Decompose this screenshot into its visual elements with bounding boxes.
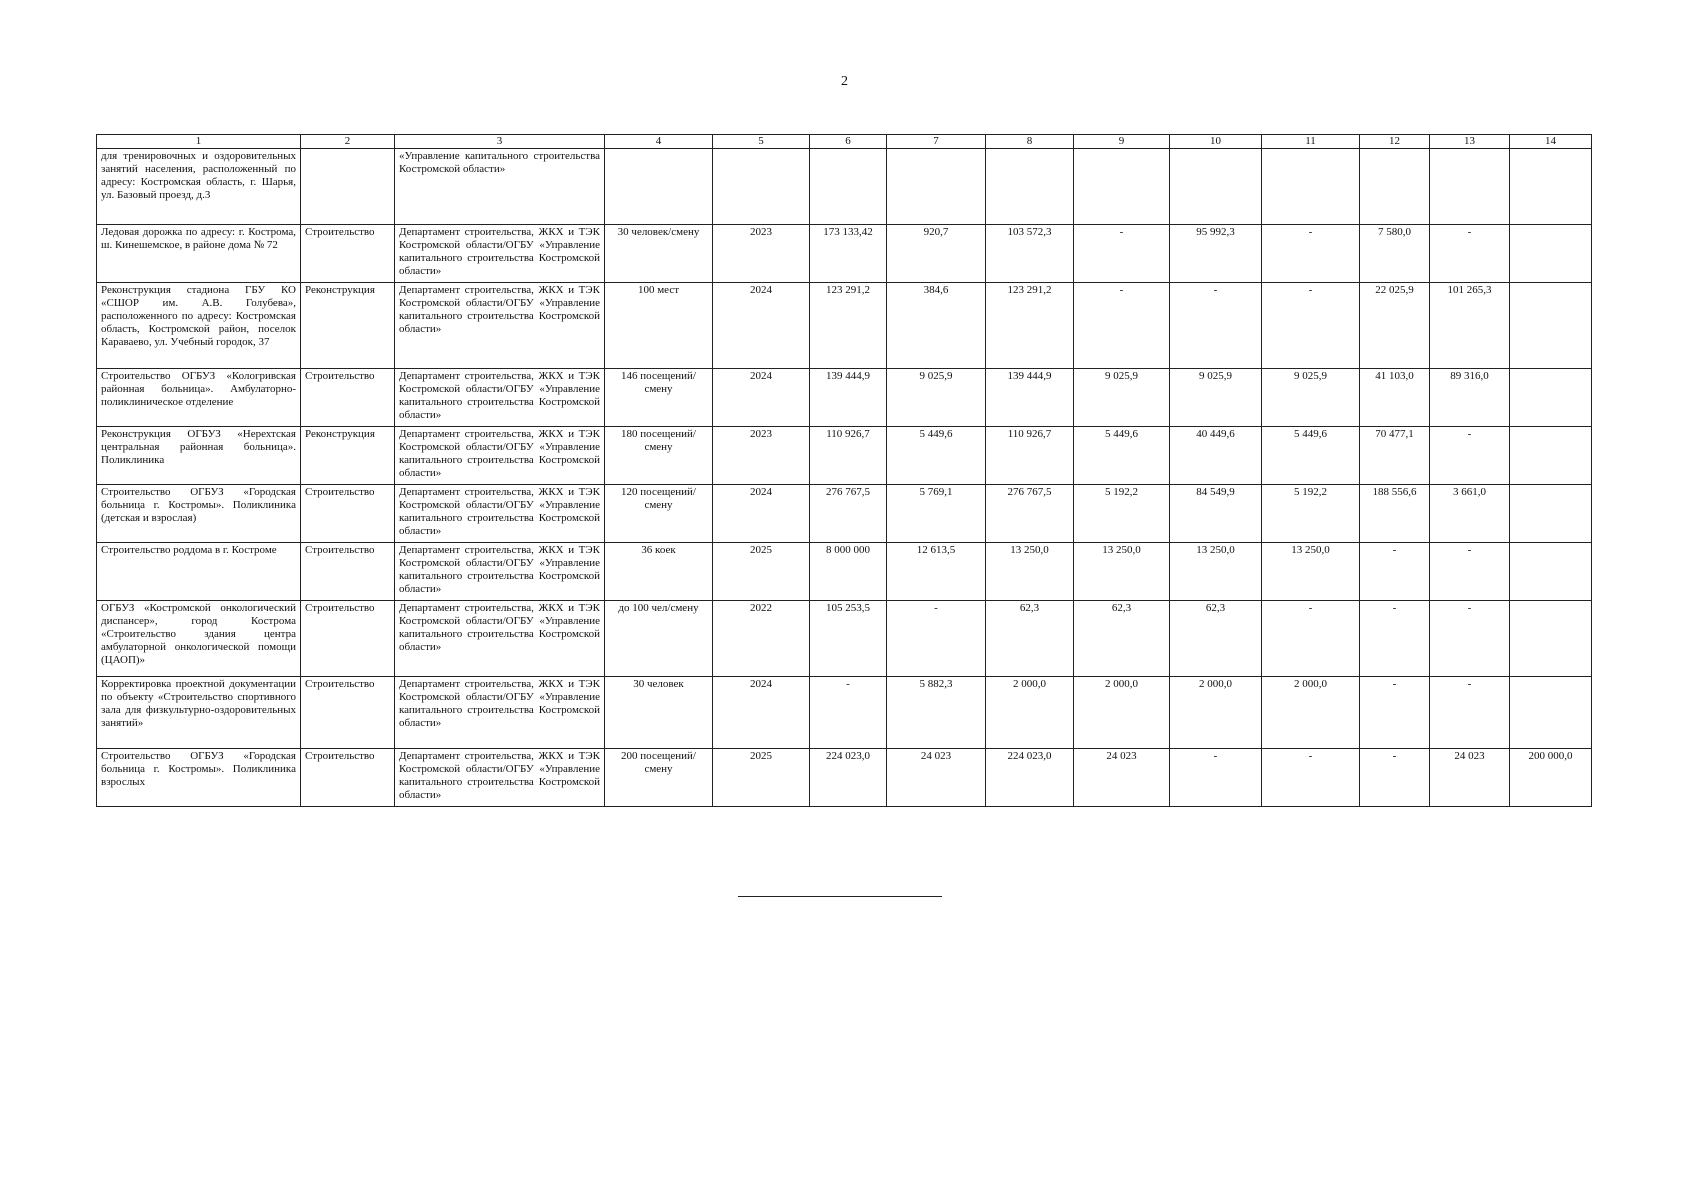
table-cell: 24 023	[1430, 749, 1510, 807]
table-cell: 2025	[713, 749, 810, 807]
column-header: 10	[1170, 135, 1262, 149]
table-cell: -	[887, 601, 986, 677]
table-cell: 101 265,3	[1430, 283, 1510, 369]
table-cell	[1074, 149, 1170, 225]
table-cell: 36 коек	[605, 543, 713, 601]
table-cell: 62,3	[1074, 601, 1170, 677]
table-cell: 276 767,5	[986, 485, 1074, 543]
closing-rule	[738, 896, 942, 897]
column-header: 5	[713, 135, 810, 149]
table-cell: 40 449,6	[1170, 427, 1262, 485]
table-cell: 2023	[713, 427, 810, 485]
table-cell: -	[1262, 283, 1360, 369]
table-cell: 13 250,0	[1170, 543, 1262, 601]
table-cell: 2024	[713, 283, 810, 369]
table-cell: 2 000,0	[1170, 677, 1262, 749]
table-cell: 2 000,0	[1262, 677, 1360, 749]
table-cell: Строительство	[301, 225, 395, 283]
table-cell: Департамент строительства, ЖКХ и ТЭК Костромской области/ОГБУ «Управление капитального строительства Костромской области»	[395, 601, 605, 677]
table-cell: 8 000 000	[810, 543, 887, 601]
table-cell: 13 250,0	[1262, 543, 1360, 601]
table-cell	[1170, 149, 1262, 225]
column-header: 13	[1430, 135, 1510, 149]
table-cell: -	[1074, 283, 1170, 369]
table-cell: 2 000,0	[1074, 677, 1170, 749]
table-cell: -	[1170, 283, 1262, 369]
table-cell: 100 мест	[605, 283, 713, 369]
table-cell: 920,7	[887, 225, 986, 283]
table-cell	[1430, 149, 1510, 225]
table-cell	[887, 149, 986, 225]
table-cell: 9 025,9	[887, 369, 986, 427]
table-cell: «Управление капитального строительства Костромской области»	[395, 149, 605, 225]
column-header: 14	[1510, 135, 1592, 149]
table-cell: Строительство	[301, 601, 395, 677]
table-cell: -	[1430, 427, 1510, 485]
table-cell	[1510, 601, 1592, 677]
table-cell: Реконструкция	[301, 283, 395, 369]
table-cell: Департамент строительства, ЖКХ и ТЭК Костромской области/ОГБУ «Управление капитального строительства Костромской области»	[395, 485, 605, 543]
table-cell: до 100 чел/смену	[605, 601, 713, 677]
column-header: 7	[887, 135, 986, 149]
table-cell: Строительство	[301, 369, 395, 427]
table-cell	[713, 149, 810, 225]
table-cell: 103 572,3	[986, 225, 1074, 283]
table-cell: 30 человек/смену	[605, 225, 713, 283]
table-cell: 5 882,3	[887, 677, 986, 749]
table-cell: Департамент строительства, ЖКХ и ТЭК Костромской области/ОГБУ «Управление капитального строительства Костромской области»	[395, 225, 605, 283]
column-header: 1	[97, 135, 301, 149]
table-cell: 200 посещений/смену	[605, 749, 713, 807]
table-cell: 24 023	[887, 749, 986, 807]
table-cell: Департамент строительства, ЖКХ и ТЭК Костромской области/ОГБУ «Управление капитального строительства Костромской области»	[395, 749, 605, 807]
table-cell: 5 449,6	[1262, 427, 1360, 485]
table-cell: Строительство	[301, 543, 395, 601]
column-header: 2	[301, 135, 395, 149]
column-header: 3	[395, 135, 605, 149]
table-cell	[810, 149, 887, 225]
table-cell: -	[1074, 225, 1170, 283]
table-cell: Ледовая дорожка по адресу: г. Кострома, ш. Кинешемское, в районе дома № 72	[97, 225, 301, 283]
table-row	[97, 749, 1592, 807]
table-cell: -	[1262, 225, 1360, 283]
table-cell: -	[810, 677, 887, 749]
table-cell: 9 025,9	[1262, 369, 1360, 427]
table-cell: -	[1262, 749, 1360, 807]
table-cell	[301, 149, 395, 225]
table-cell: 276 767,5	[810, 485, 887, 543]
table-cell: 105 253,5	[810, 601, 887, 677]
table-cell: 22 025,9	[1360, 283, 1430, 369]
column-header: 6	[810, 135, 887, 149]
table-row	[97, 677, 1592, 749]
table-row	[97, 149, 1592, 225]
table-cell: 2024	[713, 369, 810, 427]
table-cell: 5 192,2	[1074, 485, 1170, 543]
table-cell: Департамент строительства, ЖКХ и ТЭК Костромской области/ОГБУ «Управление капитального строительства Костромской области»	[395, 283, 605, 369]
table-cell: 173 133,42	[810, 225, 887, 283]
table-cell: 41 103,0	[1360, 369, 1430, 427]
column-header: 4	[605, 135, 713, 149]
table-cell: ОГБУЗ «Костромской онкологический диспансер», город Кострома «Строительство здания центра амбулаторной онкологической помощи (ЦАОП)»	[97, 601, 301, 677]
page-number: 2	[841, 74, 848, 89]
table-cell: 95 992,3	[1170, 225, 1262, 283]
table-cell	[1510, 369, 1592, 427]
table-row	[97, 369, 1592, 427]
table-cell	[1262, 149, 1360, 225]
table-cell: -	[1430, 225, 1510, 283]
table-cell: 13 250,0	[986, 543, 1074, 601]
table-cell: -	[1262, 601, 1360, 677]
column-header: 8	[986, 135, 1074, 149]
table-cell	[1510, 149, 1592, 225]
table-cell: -	[1430, 677, 1510, 749]
table-row	[97, 427, 1592, 485]
table-cell: Строительство роддома в г. Костроме	[97, 543, 301, 601]
table-row	[97, 283, 1592, 369]
table-cell: 9 025,9	[1074, 369, 1170, 427]
table-cell: 30 человек	[605, 677, 713, 749]
table-cell: 224 023,0	[810, 749, 887, 807]
table-cell: 2024	[713, 485, 810, 543]
table-row	[97, 225, 1592, 283]
table-cell: Строительство ОГБУЗ «Кологривская районная больница». Амбулаторно-поликлиническое отделение	[97, 369, 301, 427]
column-header: 11	[1262, 135, 1360, 149]
table-cell	[1510, 225, 1592, 283]
table-cell: Корректировка проектной документации по объекту «Строительство спортивного зала для физкультурно-оздоровительных занятий»	[97, 677, 301, 749]
table-cell: Строительство	[301, 749, 395, 807]
table-cell: 84 549,9	[1170, 485, 1262, 543]
table-cell: Строительство ОГБУЗ «Городская больница г. Костромы». Поликлиника (детская и взрослая)	[97, 485, 301, 543]
table-cell: 12 613,5	[887, 543, 986, 601]
table-cell: 384,6	[887, 283, 986, 369]
table-row	[97, 543, 1592, 601]
table-cell: 2025	[713, 543, 810, 601]
table-cell: 224 023,0	[986, 749, 1074, 807]
table-cell: 7 580,0	[1360, 225, 1430, 283]
table-cell: -	[1360, 543, 1430, 601]
table-cell: -	[1170, 749, 1262, 807]
table-cell: 188 556,6	[1360, 485, 1430, 543]
table-cell: Департамент строительства, ЖКХ и ТЭК Костромской области/ОГБУ «Управление капитального строительства Костромской области»	[395, 427, 605, 485]
table-cell: 123 291,2	[810, 283, 887, 369]
table-cell: Реконструкция стадиона ГБУ КО «СШОР им. А.В. Голубева», расположенного по адресу: Костромская область, Костромской район, поселок Караваево, ул. Учебный городок, 37	[97, 283, 301, 369]
table-cell: 3 661,0	[1430, 485, 1510, 543]
column-number-row	[97, 135, 1592, 149]
table-cell	[1360, 149, 1430, 225]
table-cell: 5 449,6	[1074, 427, 1170, 485]
table-cell: 146 посещений/смену	[605, 369, 713, 427]
table-cell	[605, 149, 713, 225]
table-cell	[1510, 677, 1592, 749]
column-header: 12	[1360, 135, 1430, 149]
table-cell: 180 посещений/смену	[605, 427, 713, 485]
column-header: 9	[1074, 135, 1170, 149]
table-cell: Департамент строительства, ЖКХ и ТЭК Костромской области/ОГБУ «Управление капитального строительства Костромской области»	[395, 677, 605, 749]
table-cell	[1510, 427, 1592, 485]
table-cell: Строительство	[301, 677, 395, 749]
table-cell: Департамент строительства, ЖКХ и ТЭК Костромской области/ОГБУ «Управление капитального строительства Костромской области»	[395, 543, 605, 601]
table-cell: Строительство ОГБУЗ «Городская больница г. Костромы». Поликлиника взрослых	[97, 749, 301, 807]
table-cell	[986, 149, 1074, 225]
table-cell: 2023	[713, 225, 810, 283]
table-cell: 139 444,9	[986, 369, 1074, 427]
table-cell: Строительство	[301, 485, 395, 543]
table-row	[97, 601, 1592, 677]
table-cell: 2 000,0	[986, 677, 1074, 749]
table-cell: 62,3	[986, 601, 1074, 677]
table-cell: -	[1430, 543, 1510, 601]
table-cell: для тренировочных и оздоровительных занятий населения, расположенный по адресу: Костромская область, г. Шарья, ул. Базовый проезд, д.3	[97, 149, 301, 225]
table-row	[97, 485, 1592, 543]
table-cell	[1510, 485, 1592, 543]
table-cell: 89 316,0	[1430, 369, 1510, 427]
table-cell: 62,3	[1170, 601, 1262, 677]
table-cell: 5 192,2	[1262, 485, 1360, 543]
table-cell: Реконструкция	[301, 427, 395, 485]
investment-projects-table	[96, 134, 1592, 807]
table-cell: 70 477,1	[1360, 427, 1430, 485]
table-cell: -	[1360, 749, 1430, 807]
table-cell: -	[1430, 601, 1510, 677]
table-cell: 5 449,6	[887, 427, 986, 485]
table-cell	[1510, 283, 1592, 369]
table-cell: Реконструкция ОГБУЗ «Нерехтская центральная районная больница». Поликлиника	[97, 427, 301, 485]
table-cell: 2022	[713, 601, 810, 677]
table-cell: 123 291,2	[986, 283, 1074, 369]
table-cell: 2024	[713, 677, 810, 749]
table-cell: 139 444,9	[810, 369, 887, 427]
table-cell	[1510, 543, 1592, 601]
table-cell: 5 769,1	[887, 485, 986, 543]
table-cell: 9 025,9	[1170, 369, 1262, 427]
table-cell: 120 посещений/смену	[605, 485, 713, 543]
table-cell: Департамент строительства, ЖКХ и ТЭК Костромской области/ОГБУ «Управление капитального строительства Костромской области»	[395, 369, 605, 427]
table-cell: 200 000,0	[1510, 749, 1592, 807]
table-cell: -	[1360, 677, 1430, 749]
table-cell: -	[1360, 601, 1430, 677]
table-cell: 13 250,0	[1074, 543, 1170, 601]
table-cell: 110 926,7	[810, 427, 887, 485]
table-cell: 24 023	[1074, 749, 1170, 807]
table-cell: 110 926,7	[986, 427, 1074, 485]
